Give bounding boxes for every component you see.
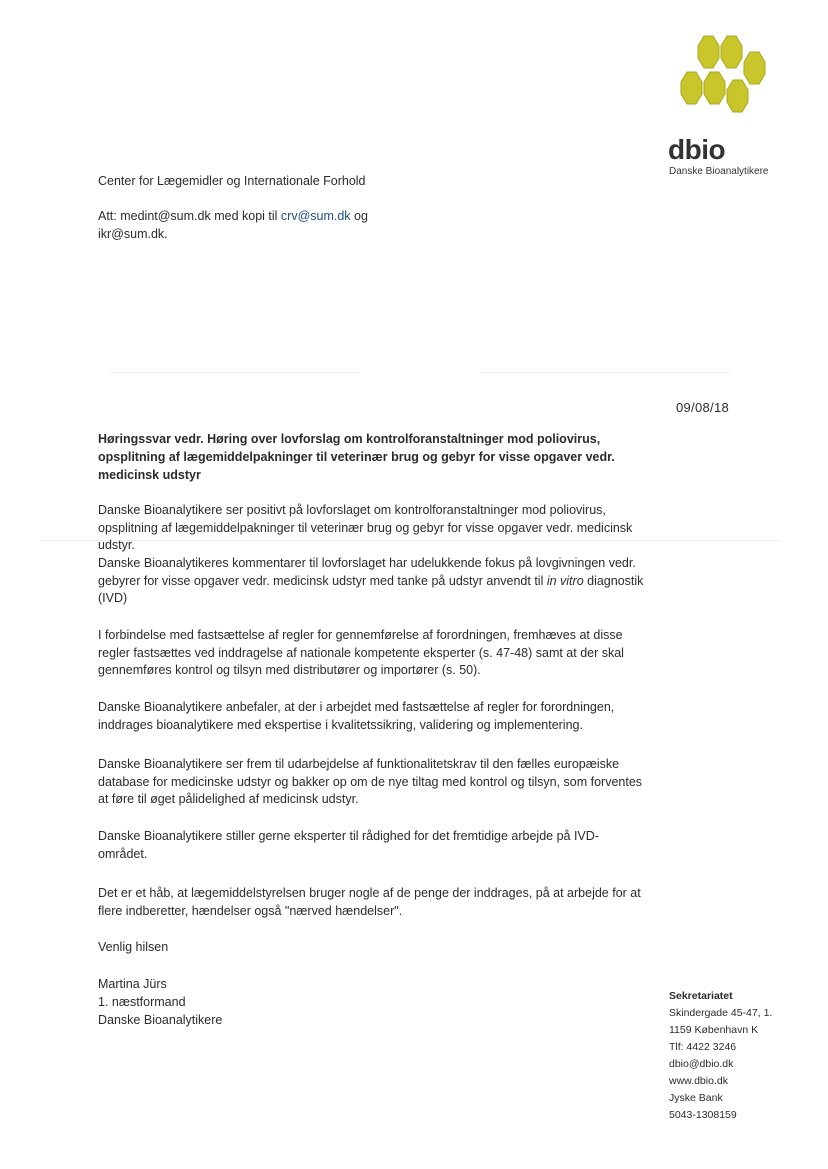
paragraph-6: Danske Bioanalytikere stiller gerne eksperter til rådighed for det fremtidige arbejde på IVD-området.: [98, 829, 599, 861]
scan-artifact: [110, 372, 360, 373]
signature-title: 1. næstformand: [98, 995, 186, 1009]
paragraph-2-italic: in vitro: [546, 573, 584, 588]
letter-subject: Høringssvar vedr. Høring over lovforslag om kontrolforanstaltninger mod poliovirus, opsplitning af lægemiddelpakninger til veterinær brug og gebyr for visse opgaver vedr. medicinsk udstyr: [98, 432, 615, 482]
att-block: [98, 208, 368, 243]
paragraph-2-end: diagnostik (IVD): [98, 573, 644, 605]
contact-bank: Jyske Bank: [669, 1092, 723, 1104]
contact-website: www.dbio.dk: [669, 1075, 728, 1087]
recipient-line: Center for Lægemidler og Internationale Forhold: [98, 174, 366, 188]
signature-org: Danske Bioanalytikere: [98, 1013, 223, 1027]
contact-city: 1159 København K: [669, 1024, 759, 1036]
scan-artifact: [480, 372, 730, 373]
contact-email: dbio@dbio.dk: [669, 1058, 734, 1070]
att-prefix: Att: medint@sum.dk med kopi til: [98, 209, 281, 223]
paragraph-7: Det er et håb, at lægemiddelstyrelsen bruger nogle af de penge der inddrages, på at arbejde for at flere indberetter, hændelser også "nærved hændelser".: [98, 886, 641, 918]
contact-account: 5043-1308159: [669, 1109, 737, 1121]
paragraph-3: I forbindelse med fastsættelse af regler for gennemførelse af forordningen, fremhæves at disse regler fastsættes ved inddragelse af nationale kompetente eksperter (s. 47-48) samt at der skal gennemføres kontrol og tilsyn med distributører og importører (s. 50).: [98, 628, 624, 677]
signature-name: Martina Jürs: [98, 977, 167, 991]
contact-phone: Tlf: 4422 3246: [669, 1041, 737, 1053]
att-suffix: og: [350, 209, 368, 223]
honeycomb-logo-icon: [676, 34, 776, 118]
contact-address: Skindergade 45-47, 1.: [669, 1007, 773, 1019]
paragraph-2-text: Danske Bioanalytikeres kommentarer til lovforslaget har udelukkende fokus på lovgivningen vedr. gebyrer for visse opgaver vedr. medicinsk udstyr med tanke på udstyr anvendt til: [98, 556, 636, 588]
dbio-logo: [668, 34, 788, 177]
letter-date: 09/08/18: [676, 400, 730, 415]
signature-block: [98, 975, 222, 1029]
closing-greeting: Venlig hilsen: [98, 940, 169, 954]
paragraph-4: Danske Bioanalytikere anbefaler, at der i arbejdet med fastsættelse af regler for forordningen, inddrages bioanalytikere med ekspertise i kvalitetssikring, validering og implementering.: [98, 700, 615, 732]
paragraph-2: [98, 555, 646, 608]
paragraph-5: Danske Bioanalytikere ser frem til udarbejdelse af funktionalitetskrav til den fælles europæiske database for medicinske udstyr og bakker op om de nye tiltag med kontrol og tilsyn, som forventes at føre til øget pålidelighed af medicinsk udstyr.: [98, 757, 643, 806]
secretariat-heading: Sekretariatet: [669, 990, 733, 1002]
logo-subtitle: Danske Bioanalytikere: [669, 166, 769, 177]
paragraph-1: Danske Bioanalytikere ser positivt på lovforslaget om kontrolforanstaltninger mod poliovirus, opsplitning af lægemiddelpakninger til veterinær brug og gebyr for visse opgaver vedr. medicinsk udstyr.: [98, 503, 633, 552]
secretariat-contact: [669, 988, 772, 1124]
att-line2: ikr@sum.dk.: [98, 226, 168, 241]
crv-email-link[interactable]: crv@sum.dk: [280, 209, 351, 223]
logo-wordmark: dbio: [668, 134, 726, 165]
